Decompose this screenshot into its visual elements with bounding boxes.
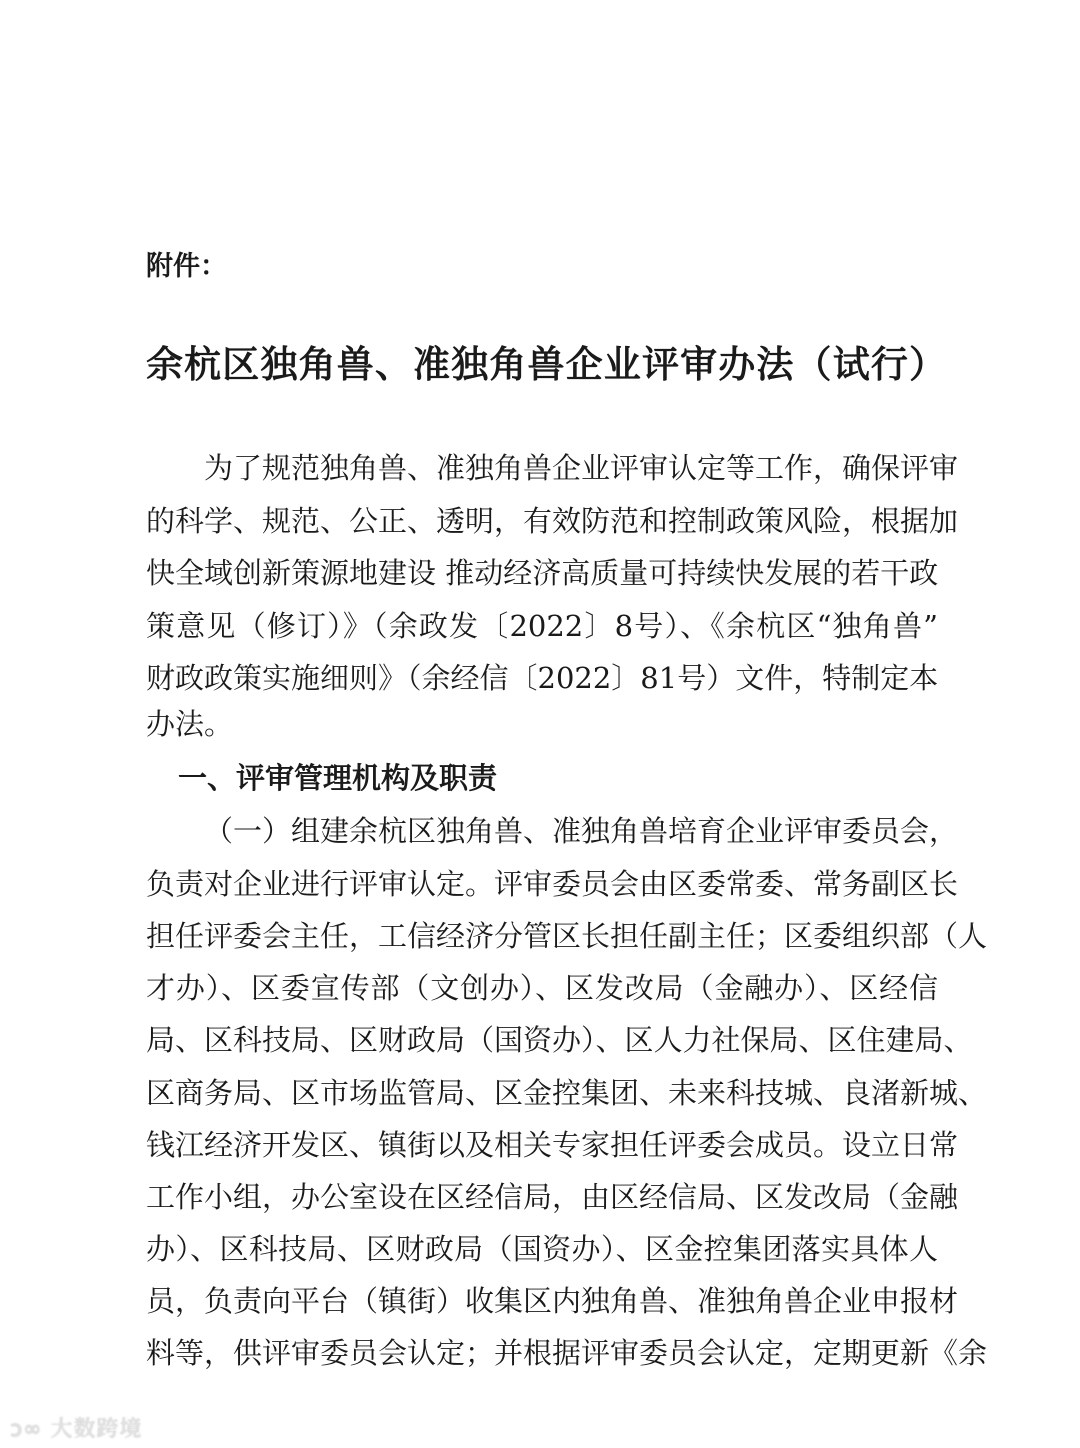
text-line: （一）组建余杭区独角兽、准独角兽培育企业评审委员会， bbox=[204, 814, 959, 848]
text-line: 料等，供评审委员会认定；并根据评审委员会认定，定期更新《余 bbox=[146, 1336, 988, 1370]
text-line: 快全域创新策源地建设 推动经济高质量可持续快发展的若干政 bbox=[146, 556, 939, 590]
text-line: 财政政策实施细则》（余经信〔2022〕81号）文件，特制定本 bbox=[146, 661, 939, 695]
text-line: 办）、区科技局、区财政局（国资办）、区金控集团落实具体人 bbox=[146, 1232, 938, 1266]
watermark-logo bbox=[10, 1412, 142, 1443]
watermark-icon: ↄ∞ bbox=[10, 1417, 51, 1442]
text-line: 钱江经济开发区、镇街以及相关专家担任评委会成员。设立日常 bbox=[146, 1128, 959, 1162]
text-line: 工作小组，办公室设在区经信局，由区经信局、区发改局（金融 bbox=[146, 1180, 959, 1214]
text-line: 策意见（修订）》（余政发〔2022〕8号）、《余杭区“独角兽” bbox=[146, 609, 938, 643]
text-line: 才办）、区委宣传部（文创办）、区发改局（金融办）、区经信 bbox=[146, 971, 938, 1005]
text-line: 的科学、规范、公正、透明，有效防范和控制政策风险，根据加 bbox=[146, 504, 959, 538]
text-line: 区商务局、区市场监管局、区金控集团、未来科技城、良渚新城、 bbox=[146, 1076, 988, 1110]
attachment-label: 附件： bbox=[146, 251, 227, 282]
text-line: 办法。 bbox=[146, 707, 234, 741]
watermark-text: 大数跨境 bbox=[50, 1417, 143, 1442]
text-line: 担任评委会主任，工信经济分管区长担任副主任；区委组织部（人 bbox=[146, 919, 988, 953]
text-line: 局、区科技局、区财政局（国资办）、区人力社保局、区住建局、 bbox=[146, 1023, 973, 1057]
section-heading: 一、评审管理机构及职责 bbox=[178, 761, 498, 795]
document-title: 余杭区独角兽、准独角兽企业评审办法（试行） bbox=[146, 342, 946, 386]
text-line: 员，负责向平台（镇街）收集区内独角兽、准独角兽企业申报材 bbox=[146, 1284, 959, 1318]
text-line: 负责对企业进行评审认定。评审委员会由区委常委、常务副区长 bbox=[146, 867, 959, 901]
text-line: 为了规范独角兽、准独角兽企业评审认定等工作，确保评审 bbox=[204, 451, 959, 485]
